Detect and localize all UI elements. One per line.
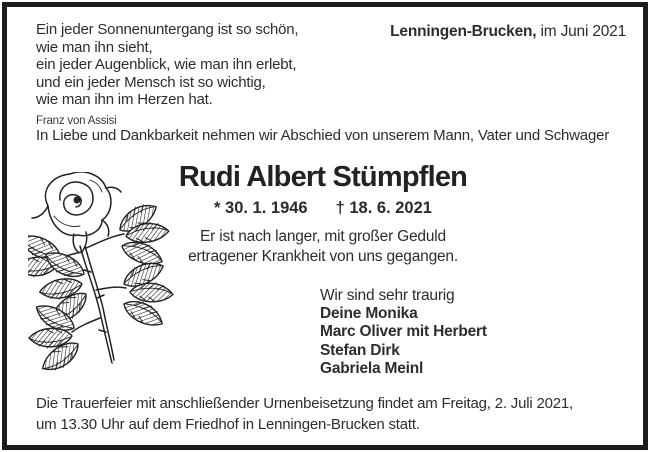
- passing-text: [123, 227, 523, 267]
- poem-line: Ein jeder Sonnenuntergang ist so schön,: [36, 21, 299, 38]
- funeral-line: um 13.30 Uhr auf dem Friedhof in Lenningen-Brucken statt.: [36, 415, 420, 433]
- deceased-dates: [123, 198, 523, 218]
- mourner-name: Deine Monika: [320, 305, 418, 323]
- passing-line: ertragener Krankheit von uns gegangen.: [188, 248, 458, 265]
- funeral-line: Die Trauerfeier mit anschließender Urnenbeisetzung findet am Freitag, 2. Juli 2021,: [36, 395, 574, 412]
- poem-attribution: Franz von Assisi: [36, 114, 117, 127]
- poem-line: und ein jeder Mensch ist so wichtig,: [36, 73, 266, 91]
- deceased-block: [123, 160, 523, 267]
- mourner-name: Gabriela Meinl: [320, 359, 424, 377]
- dateline-place: Lenningen-Brucken,: [390, 23, 537, 40]
- funeral-info: [36, 394, 573, 435]
- mourners-block: [320, 287, 487, 378]
- dateline-date: im Juni 2021: [536, 23, 626, 40]
- passing-line: Er ist nach langer, mit großer Geduld: [200, 228, 446, 245]
- mourner-name: Stefan Dirk: [320, 341, 400, 359]
- deceased-name: Rudi Albert Stümpflen: [178, 161, 468, 193]
- death-date: † 18. 6. 2021: [335, 199, 432, 217]
- poem-block: [36, 21, 298, 131]
- birth-date: * 30. 1. 1946: [214, 199, 308, 217]
- mourner-name: Marc Oliver mit Herbert: [320, 323, 487, 341]
- poem-line: wie man ihn sieht,: [36, 38, 153, 56]
- poem-line: ein jeder Augenblick, wie man ihn erlebt,: [36, 56, 297, 74]
- mourners-lead: Wir sind sehr traurig: [320, 287, 455, 304]
- dateline: [390, 23, 626, 41]
- intro-sentence: In Liebe und Dankbarkeit nehmen wir Abschied von unserem Mann, Vater und Schwager: [36, 127, 610, 144]
- poem-line: wie man ihn im Herzen hat.: [36, 91, 213, 109]
